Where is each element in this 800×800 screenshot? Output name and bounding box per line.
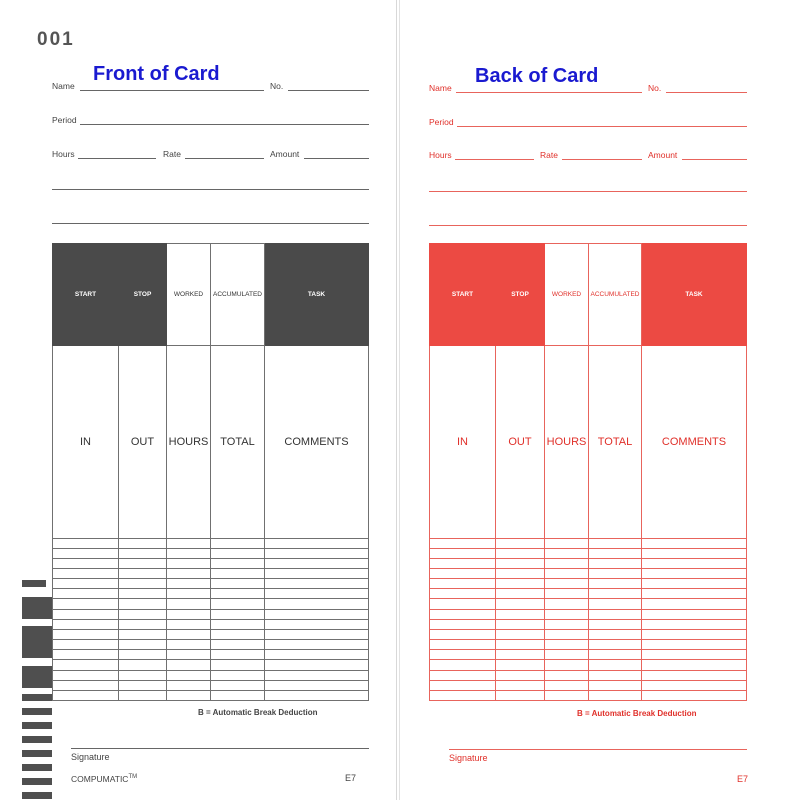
entry-rows	[53, 538, 369, 701]
time-entry-row	[430, 558, 747, 568]
punch-notch	[22, 597, 52, 619]
total-entry-cell[interactable]	[589, 589, 642, 599]
punch-notch	[22, 694, 52, 701]
punch-notch	[22, 778, 52, 785]
time-entry-row	[430, 660, 747, 670]
in-entry-cell[interactable]	[53, 629, 119, 639]
punch-notch	[22, 764, 52, 771]
comments-entry-cell[interactable]	[642, 670, 747, 680]
out-entry-cell[interactable]	[496, 568, 545, 578]
back-card	[399, 0, 800, 800]
stop-band: STOP	[119, 244, 167, 346]
time-entry-row	[53, 579, 369, 589]
hours-label: Hours	[52, 149, 75, 159]
rate-field-line[interactable]	[185, 158, 264, 159]
in-entry-cell[interactable]	[430, 690, 496, 700]
in-entry-cell[interactable]	[53, 690, 119, 700]
hours-entry-cell[interactable]	[545, 680, 589, 690]
accumulated-caption: ACCUMULATED	[589, 244, 642, 346]
total-entry-cell[interactable]	[211, 619, 265, 629]
comments-entry-cell[interactable]	[642, 609, 747, 619]
out-column-header: OUT	[496, 345, 545, 538]
out-entry-cell[interactable]	[119, 670, 167, 680]
comments-entry-cell[interactable]	[642, 680, 747, 690]
hours-entry-cell[interactable]	[167, 640, 211, 650]
accumulated-caption: ACCUMULATED	[211, 244, 265, 346]
comments-entry-cell[interactable]	[265, 619, 369, 629]
hours-label: Hours	[429, 150, 452, 160]
in-entry-cell[interactable]	[53, 579, 119, 589]
hours-entry-cell[interactable]	[545, 670, 589, 680]
out-entry-cell[interactable]	[496, 538, 545, 548]
task-band: TASK	[642, 244, 747, 346]
out-entry-cell[interactable]	[119, 690, 167, 700]
name-field-line[interactable]	[80, 90, 264, 91]
time-entry-row	[430, 538, 747, 548]
in-entry-cell[interactable]	[53, 640, 119, 650]
total-entry-cell[interactable]	[589, 650, 642, 660]
total-entry-cell[interactable]	[589, 568, 642, 578]
front-card	[0, 0, 397, 800]
total-entry-cell[interactable]	[211, 690, 265, 700]
hours-entry-cell[interactable]	[545, 629, 589, 639]
stop-band: STOP	[496, 244, 545, 346]
in-column-header: IN	[53, 345, 119, 538]
total-entry-cell[interactable]	[589, 629, 642, 639]
hours-entry-cell[interactable]	[545, 609, 589, 619]
punch-notch	[22, 736, 52, 743]
comments-column-header: COMMENTS	[642, 345, 747, 538]
time-entry-row	[53, 609, 369, 619]
punch-notch	[22, 666, 52, 688]
time-entry-row	[430, 670, 747, 680]
hours-entry-cell[interactable]	[545, 690, 589, 700]
signature-label: Signature	[71, 752, 110, 762]
time-entry-row	[53, 619, 369, 629]
period-field-line[interactable]	[457, 126, 747, 127]
time-entry-row	[53, 568, 369, 578]
no-field-line[interactable]	[666, 92, 747, 93]
time-entry-row	[430, 548, 747, 558]
hours-entry-cell[interactable]	[545, 538, 589, 548]
out-entry-cell[interactable]	[119, 558, 167, 568]
card-code: E7	[345, 773, 357, 783]
total-entry-cell[interactable]	[211, 640, 265, 650]
comments-entry-cell[interactable]	[265, 640, 369, 650]
hours-field-line[interactable]	[455, 159, 534, 160]
total-entry-cell[interactable]	[211, 629, 265, 639]
name-field-line[interactable]	[456, 92, 642, 93]
out-entry-cell[interactable]	[496, 558, 545, 568]
total-entry-cell[interactable]	[589, 660, 642, 670]
time-entry-row	[53, 538, 369, 548]
total-entry-cell[interactable]	[211, 558, 265, 568]
total-entry-cell[interactable]	[211, 609, 265, 619]
comments-entry-cell[interactable]	[265, 558, 369, 568]
hours-entry-cell[interactable]	[167, 609, 211, 619]
comments-entry-cell[interactable]	[642, 660, 747, 670]
out-entry-cell[interactable]	[119, 640, 167, 650]
in-entry-cell[interactable]	[53, 650, 119, 660]
name-label: Name	[52, 81, 75, 91]
card-code: E7	[737, 774, 749, 784]
total-entry-cell[interactable]	[589, 579, 642, 589]
out-entry-cell[interactable]	[119, 680, 167, 690]
time-entry-row	[53, 640, 369, 650]
hours-entry-cell[interactable]	[545, 660, 589, 670]
amount-field-line[interactable]	[682, 159, 747, 160]
out-entry-cell[interactable]	[119, 548, 167, 558]
back-card-heading: Back of Card	[475, 65, 599, 87]
hours-entry-cell[interactable]	[167, 629, 211, 639]
hours-field-line[interactable]	[78, 158, 156, 159]
in-entry-cell[interactable]	[53, 599, 119, 609]
in-entry-cell[interactable]	[430, 640, 496, 650]
time-entry-row	[53, 670, 369, 680]
total-entry-cell[interactable]	[211, 579, 265, 589]
in-entry-cell[interactable]	[53, 589, 119, 599]
out-entry-cell[interactable]	[496, 680, 545, 690]
out-entry-cell[interactable]	[496, 548, 545, 558]
time-entry-row	[53, 558, 369, 568]
time-entry-row	[53, 690, 369, 700]
time-entry-row	[53, 589, 369, 599]
signature-line[interactable]	[449, 749, 747, 750]
total-entry-cell[interactable]	[589, 640, 642, 650]
comments-entry-cell[interactable]	[265, 589, 369, 599]
punch-notch	[22, 750, 52, 757]
comments-entry-cell[interactable]	[642, 640, 747, 650]
out-entry-cell[interactable]	[119, 568, 167, 578]
total-entry-cell[interactable]	[211, 538, 265, 548]
amount-label: Amount	[648, 150, 678, 160]
hours-entry-cell[interactable]	[167, 690, 211, 700]
hours-entry-cell[interactable]	[167, 619, 211, 629]
hours-entry-cell[interactable]	[545, 640, 589, 650]
hours-entry-cell[interactable]	[545, 579, 589, 589]
hours-entry-cell[interactable]	[545, 568, 589, 578]
total-entry-cell[interactable]	[589, 619, 642, 629]
time-record-grid	[429, 243, 747, 701]
total-entry-cell[interactable]	[589, 599, 642, 609]
comments-entry-cell[interactable]	[642, 558, 747, 568]
out-entry-cell[interactable]	[496, 619, 545, 629]
time-entry-row	[430, 568, 747, 578]
period-field-line[interactable]	[80, 124, 369, 125]
hours-entry-cell[interactable]	[167, 680, 211, 690]
hours-entry-cell[interactable]	[167, 599, 211, 609]
period-label: Period	[52, 115, 77, 125]
total-column-header: TOTAL	[211, 345, 265, 538]
out-entry-cell[interactable]	[119, 650, 167, 660]
total-column-header: TOTAL	[589, 345, 642, 538]
total-entry-cell[interactable]	[211, 670, 265, 680]
time-entry-row	[53, 650, 369, 660]
punch-notch	[22, 708, 52, 715]
out-entry-cell[interactable]	[496, 609, 545, 619]
in-entry-cell[interactable]	[53, 538, 119, 548]
hours-entry-cell[interactable]	[545, 558, 589, 568]
total-entry-cell[interactable]	[211, 568, 265, 578]
hours-entry-cell[interactable]	[545, 650, 589, 660]
total-entry-cell[interactable]	[211, 680, 265, 690]
no-label: No.	[270, 81, 284, 91]
comments-entry-cell[interactable]	[265, 609, 369, 619]
out-entry-cell[interactable]	[119, 599, 167, 609]
in-entry-cell[interactable]	[430, 609, 496, 619]
comments-entry-cell[interactable]	[265, 599, 369, 609]
total-entry-cell[interactable]	[589, 558, 642, 568]
hours-entry-cell[interactable]	[167, 558, 211, 568]
blank-line[interactable]	[429, 191, 747, 192]
in-entry-cell[interactable]	[430, 558, 496, 568]
in-entry-cell[interactable]	[430, 680, 496, 690]
in-entry-cell[interactable]	[53, 670, 119, 680]
comments-entry-cell[interactable]	[642, 650, 747, 660]
time-record-grid	[52, 243, 369, 701]
comments-entry-cell[interactable]	[642, 548, 747, 558]
in-entry-cell[interactable]	[53, 548, 119, 558]
time-entry-row	[430, 579, 747, 589]
time-entry-row	[53, 680, 369, 690]
no-field-line[interactable]	[288, 90, 369, 91]
worked-caption: WORKED	[167, 244, 211, 346]
comments-entry-cell[interactable]	[265, 579, 369, 589]
out-entry-cell[interactable]	[496, 660, 545, 670]
total-entry-cell[interactable]	[211, 548, 265, 558]
time-entry-row	[430, 690, 747, 700]
out-entry-cell[interactable]	[496, 589, 545, 599]
front-card-heading: Front of Card	[93, 63, 220, 85]
in-entry-cell[interactable]	[53, 609, 119, 619]
out-entry-cell[interactable]	[496, 650, 545, 660]
time-entry-row	[53, 629, 369, 639]
time-entry-row	[430, 640, 747, 650]
time-entry-row	[430, 589, 747, 599]
blank-line[interactable]	[52, 223, 369, 224]
in-entry-cell[interactable]	[430, 548, 496, 558]
hours-column-header: HOURS	[545, 345, 589, 538]
brand-name: COMPUMATIC™	[71, 774, 138, 784]
in-entry-cell[interactable]	[430, 589, 496, 599]
punch-notch	[22, 722, 52, 729]
hours-column-header: HOURS	[167, 345, 211, 538]
hours-entry-cell[interactable]	[167, 538, 211, 548]
out-entry-cell[interactable]	[119, 538, 167, 548]
start-band: START	[53, 244, 119, 346]
task-band: TASK	[265, 244, 369, 346]
time-entry-row	[430, 599, 747, 609]
total-entry-cell[interactable]	[211, 589, 265, 599]
start-band: START	[430, 244, 496, 346]
no-label: No.	[648, 83, 662, 93]
comments-entry-cell[interactable]	[642, 568, 747, 578]
out-entry-cell[interactable]	[119, 579, 167, 589]
hours-entry-cell[interactable]	[167, 660, 211, 670]
in-entry-cell[interactable]	[53, 568, 119, 578]
out-entry-cell[interactable]	[496, 690, 545, 700]
worked-caption: WORKED	[545, 244, 589, 346]
total-entry-cell[interactable]	[211, 599, 265, 609]
total-entry-cell[interactable]	[589, 670, 642, 680]
blank-line[interactable]	[429, 225, 747, 226]
total-entry-cell[interactable]	[589, 538, 642, 548]
total-entry-cell[interactable]	[589, 690, 642, 700]
rate-field-line[interactable]	[562, 159, 642, 160]
out-entry-cell[interactable]	[119, 589, 167, 599]
blank-line[interactable]	[52, 189, 369, 190]
total-entry-cell[interactable]	[211, 660, 265, 670]
signature-label: Signature	[449, 753, 488, 763]
in-entry-cell[interactable]	[53, 660, 119, 670]
in-entry-cell[interactable]	[430, 650, 496, 660]
time-entry-row	[53, 548, 369, 558]
time-entry-row	[430, 609, 747, 619]
in-entry-cell[interactable]	[430, 599, 496, 609]
rate-label: Rate	[163, 149, 181, 159]
total-entry-cell[interactable]	[589, 609, 642, 619]
in-entry-cell[interactable]	[53, 680, 119, 690]
card-serial-number: 001	[37, 29, 75, 50]
in-entry-cell[interactable]	[430, 538, 496, 548]
in-entry-cell[interactable]	[53, 558, 119, 568]
comments-entry-cell[interactable]	[642, 629, 747, 639]
out-entry-cell[interactable]	[119, 629, 167, 639]
out-column-header: OUT	[119, 345, 167, 538]
in-column-header: IN	[430, 345, 496, 538]
hours-entry-cell[interactable]	[167, 589, 211, 599]
hours-entry-cell[interactable]	[167, 568, 211, 578]
out-entry-cell[interactable]	[119, 660, 167, 670]
time-entry-row	[53, 660, 369, 670]
punch-notch	[22, 792, 52, 799]
hours-entry-cell[interactable]	[167, 548, 211, 558]
hours-entry-cell[interactable]	[167, 579, 211, 589]
comments-entry-cell[interactable]	[642, 619, 747, 629]
comments-entry-cell[interactable]	[642, 599, 747, 609]
out-entry-cell[interactable]	[496, 640, 545, 650]
total-entry-cell[interactable]	[211, 650, 265, 660]
period-label: Period	[429, 117, 454, 127]
comments-entry-cell[interactable]	[265, 538, 369, 548]
hours-entry-cell[interactable]	[545, 589, 589, 599]
comments-entry-cell[interactable]	[642, 579, 747, 589]
hours-entry-cell[interactable]	[545, 619, 589, 629]
time-entry-row	[53, 599, 369, 609]
signature-line[interactable]	[71, 748, 369, 749]
time-entry-row	[430, 650, 747, 660]
in-entry-cell[interactable]	[430, 568, 496, 578]
punch-notch	[22, 626, 52, 658]
out-entry-cell[interactable]	[119, 609, 167, 619]
comments-entry-cell[interactable]	[265, 670, 369, 680]
amount-field-line[interactable]	[304, 158, 369, 159]
hours-entry-cell[interactable]	[545, 599, 589, 609]
in-entry-cell[interactable]	[430, 629, 496, 639]
comments-entry-cell[interactable]	[265, 660, 369, 670]
total-entry-cell[interactable]	[589, 680, 642, 690]
out-entry-cell[interactable]	[496, 579, 545, 589]
comments-entry-cell[interactable]	[265, 548, 369, 558]
out-entry-cell[interactable]	[119, 619, 167, 629]
hours-entry-cell[interactable]	[167, 670, 211, 680]
comments-entry-cell[interactable]	[642, 538, 747, 548]
comments-entry-cell[interactable]	[642, 690, 747, 700]
name-label: Name	[429, 83, 452, 93]
time-entry-row	[430, 680, 747, 690]
total-entry-cell[interactable]	[589, 548, 642, 558]
punch-notch	[22, 580, 46, 587]
comments-entry-cell[interactable]	[265, 629, 369, 639]
out-entry-cell[interactable]	[496, 670, 545, 680]
comments-column-header: COMMENTS	[265, 345, 369, 538]
in-entry-cell[interactable]	[430, 579, 496, 589]
time-entry-row	[430, 629, 747, 639]
amount-label: Amount	[270, 149, 300, 159]
comments-entry-cell[interactable]	[265, 680, 369, 690]
hours-entry-cell[interactable]	[545, 548, 589, 558]
entry-rows	[430, 538, 747, 701]
break-deduction-note: B = Automatic Break Deduction	[198, 708, 318, 717]
comments-entry-cell[interactable]	[265, 568, 369, 578]
comments-entry-cell[interactable]	[265, 650, 369, 660]
in-entry-cell[interactable]	[430, 670, 496, 680]
break-deduction-note: B = Automatic Break Deduction	[577, 709, 697, 718]
in-entry-cell[interactable]	[430, 660, 496, 670]
out-entry-cell[interactable]	[496, 599, 545, 609]
in-entry-cell[interactable]	[430, 619, 496, 629]
in-entry-cell[interactable]	[53, 619, 119, 629]
rate-label: Rate	[540, 150, 558, 160]
out-entry-cell[interactable]	[496, 629, 545, 639]
comments-entry-cell[interactable]	[265, 690, 369, 700]
hours-entry-cell[interactable]	[167, 650, 211, 660]
time-entry-row	[430, 619, 747, 629]
comments-entry-cell[interactable]	[642, 589, 747, 599]
